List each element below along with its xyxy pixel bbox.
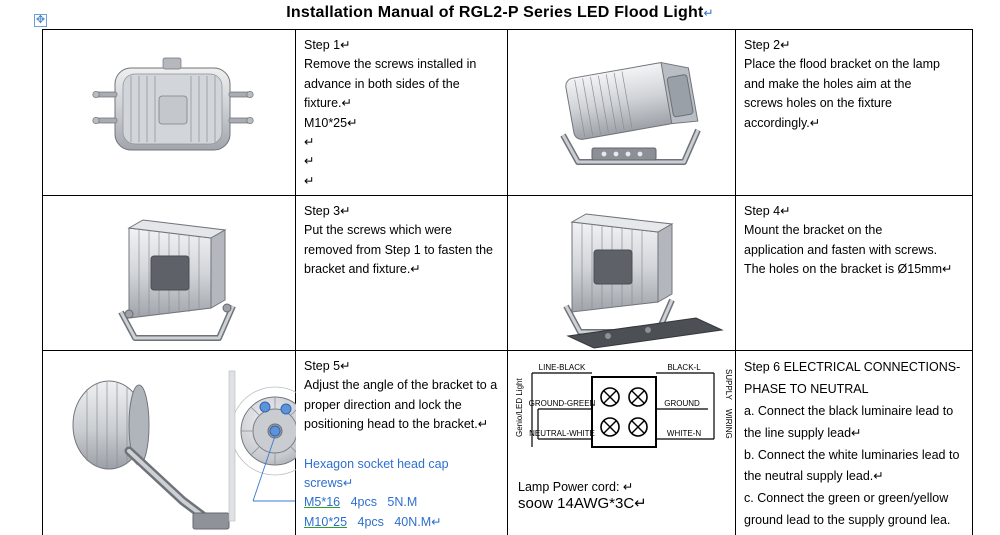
- lamp-power-cord-note: [518, 479, 647, 512]
- step2-line-2: screws holes on the fixture: [744, 96, 892, 111]
- step4-line-1: application and fasten with screws.: [744, 242, 938, 257]
- step2-line-0: Place the flood bracket on the lamp: [744, 57, 940, 72]
- step1-text: [296, 30, 507, 195]
- step3-text: [296, 196, 507, 284]
- step5-note-qty-1: 4pcs: [357, 514, 384, 529]
- step2-image-cell: [508, 30, 736, 196]
- svg-text:NEUTRAL-WHITE: NEUTRAL-WHITE: [529, 429, 595, 438]
- step1-line-1: advance in both sides of the fixture.↵: [304, 76, 460, 111]
- step6-heading: Step 6 ELECTRICAL CONNECTIONS-: [744, 360, 961, 374]
- page-title-text: Installation Manual of RGL2-P Series LED Flood Light: [286, 4, 704, 21]
- step5-svg: [43, 351, 296, 535]
- table-move-handle-icon[interactable]: [34, 14, 47, 27]
- step2-svg: [508, 30, 736, 183]
- step3-heading: Step 3↵: [304, 204, 351, 218]
- step4-line-2: The holes on the bracket is Ø15mm↵: [744, 262, 953, 277]
- step4-line-0: Mount the bracket on the: [744, 223, 883, 238]
- step5-note-size-0: M5*16: [304, 495, 341, 510]
- step3-line-2: bracket and fixture.↵: [304, 262, 421, 277]
- step6-line-4: c. Connect the green or green/yellow: [744, 491, 949, 506]
- step5-line-2: positioning head to the bracket.↵: [304, 417, 489, 432]
- step5-text: [296, 351, 507, 535]
- bracket-angle-adjustment-illustration: [43, 351, 295, 535]
- step2-text: [736, 30, 972, 137]
- table-row: [43, 351, 973, 535]
- step4-text: [736, 196, 972, 284]
- step1-line-4: ↵: [304, 154, 315, 169]
- svg-text:WHITE-N: WHITE-N: [666, 429, 702, 438]
- step5-note-qty-0: 4pcs: [350, 495, 377, 510]
- step6-line-5: ground lead to the supply ground lea.: [744, 513, 951, 528]
- step4-svg: [508, 196, 736, 349]
- flood-light-mounted-illustration: [508, 196, 735, 350]
- step6-line-3: the neutral supply lead.↵: [744, 469, 884, 484]
- step1-line-0: Remove the screws installed in: [304, 57, 477, 72]
- step6-line-1: the line supply lead↵: [744, 425, 862, 440]
- step2-line-1: and make the holes aim at the: [744, 76, 912, 91]
- step1-line-5: ↵: [304, 173, 315, 188]
- step1-text-cell: [296, 30, 508, 196]
- step3-text-cell: [296, 196, 508, 351]
- step3-svg: [43, 196, 296, 349]
- step6-text: [736, 351, 972, 535]
- wiring-diagram: [508, 351, 735, 535]
- step1-line-3: ↵: [304, 134, 315, 149]
- step3-image-cell: [43, 196, 296, 351]
- installation-steps-table: [42, 29, 973, 535]
- page-title: [0, 4, 1000, 22]
- step5-note-torque-0: 5N.M: [387, 495, 418, 510]
- step5-note-row-0: [304, 493, 499, 512]
- flood-light-with-bracket-illustration: [508, 30, 735, 195]
- step1-line-2: M10*25↵: [304, 115, 358, 130]
- step5-note-torque-1: 40N.M↵: [394, 514, 442, 529]
- step1-image-cell: [43, 30, 296, 196]
- step6-heading2: PHASE TO NEUTRAL: [744, 381, 869, 396]
- svg-text:GROUND-GREEN: GROUND-GREEN: [528, 399, 596, 408]
- step3-line-0: Put the screws which were: [304, 223, 452, 238]
- step2-text-cell: [736, 30, 973, 196]
- step4-image-cell: [508, 196, 736, 351]
- cord-value: soow 14AWG*3C↵: [518, 495, 647, 512]
- step5-note-size-1: M10*25: [304, 514, 348, 529]
- step6-line-2: b. Connect the white luminaries lead to: [744, 447, 960, 462]
- step5-heading: Step 5↵: [304, 359, 351, 373]
- step4-heading: Step 4↵: [744, 204, 791, 218]
- step1-svg: [43, 30, 296, 183]
- step5-image-cell: [43, 351, 296, 535]
- step2-heading: Step 2↵: [744, 38, 791, 52]
- step5-note-row-1: [304, 513, 499, 532]
- step5-line-0: Adjust the angle of the bracket to a: [304, 378, 498, 393]
- step4-text-cell: [736, 196, 973, 351]
- flood-light-rear-view-illustration: [43, 30, 295, 195]
- table-row: [43, 196, 973, 351]
- step6-line-0: a. Connect the black luminaire lead to: [744, 403, 954, 418]
- table-row: [43, 30, 973, 196]
- step6-text-cell: [736, 351, 973, 535]
- move-handle-glyph: ✥: [35, 14, 46, 26]
- pilcrow-mark: ↵: [703, 6, 714, 20]
- svg-text:BLACK-L: BLACK-L: [667, 363, 701, 372]
- svg-text:GROUND: GROUND: [664, 399, 700, 408]
- svg-text:Genio/LED Light: Genio/LED Light: [515, 378, 524, 437]
- step5-note-title: Hexagon socket head cap screws↵: [304, 456, 449, 490]
- cord-label: Lamp Power cord: ↵: [518, 480, 634, 494]
- wiring-diagram-cell: [508, 351, 736, 535]
- step3-line-1: removed from Step 1 to fasten the: [304, 242, 493, 257]
- svg-text:LINE-BLACK: LINE-BLACK: [538, 363, 586, 372]
- step5-text-cell: [296, 351, 508, 535]
- svg-text:WIRING: WIRING: [724, 409, 733, 439]
- flood-light-bracket-fastened-illustration: [43, 196, 295, 350]
- step1-heading: Step 1↵: [304, 38, 351, 52]
- step2-line-3: accordingly.↵: [744, 115, 821, 130]
- step5-line-1: proper direction and lock the: [304, 397, 462, 412]
- svg-text:SUPPLY: SUPPLY: [724, 369, 733, 400]
